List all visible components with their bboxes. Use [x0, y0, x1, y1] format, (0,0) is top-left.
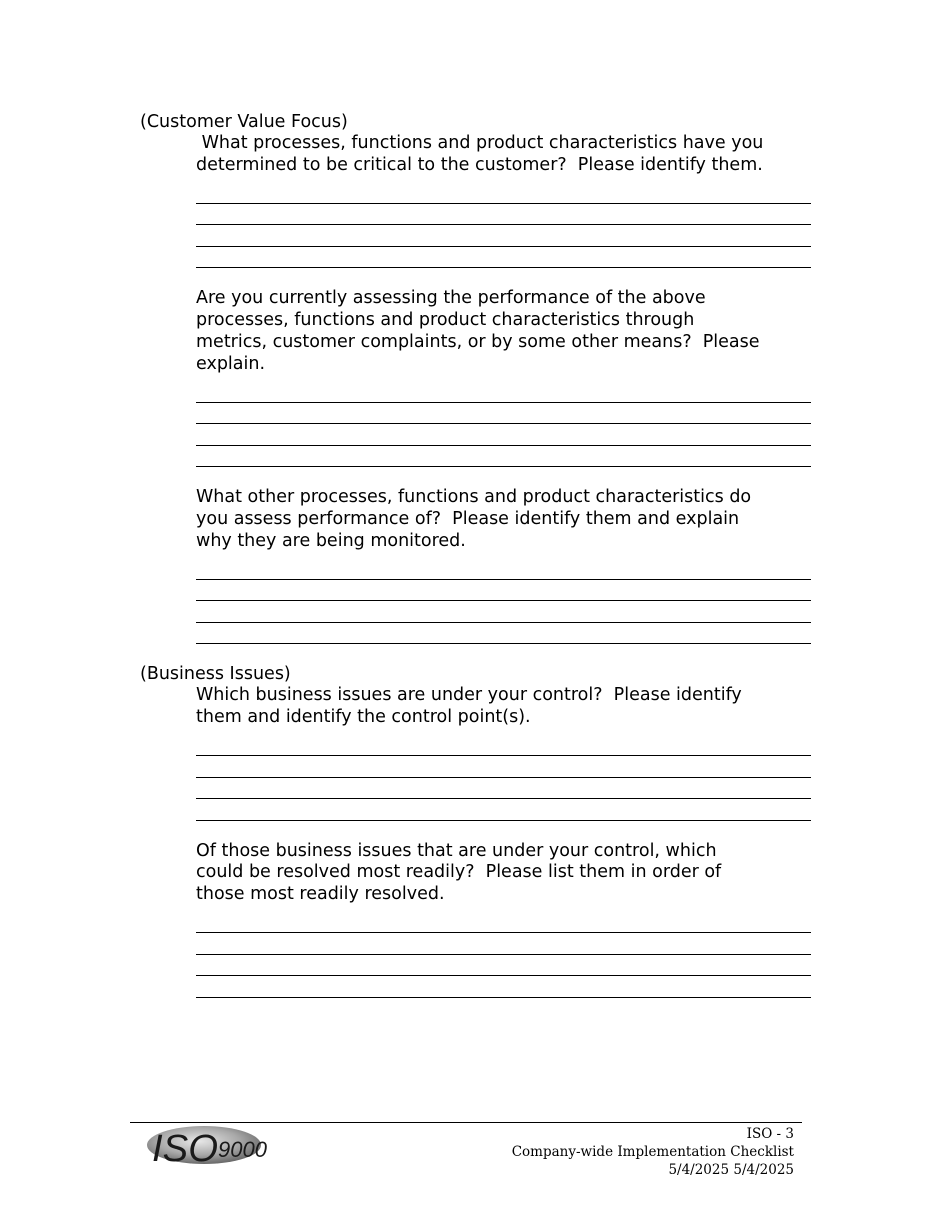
answer-line[interactable] [196, 381, 811, 403]
answer-lines [196, 558, 811, 644]
logo-9000-text: 9000 [218, 1137, 267, 1162]
question-block [140, 487, 820, 644]
answer-line[interactable] [196, 225, 811, 247]
question-text: Which business issues are under your control? Please identify them and identify the control point(s). [196, 685, 742, 728]
section-label: (Business Issues) [140, 664, 291, 685]
answer-lines [196, 912, 811, 998]
answer-lines [196, 735, 811, 821]
answer-line[interactable] [196, 580, 811, 602]
answer-line[interactable] [196, 403, 811, 425]
section-customer-value-focus [140, 112, 820, 644]
answer-line[interactable] [196, 424, 811, 446]
answer-line[interactable] [196, 623, 811, 645]
answer-line[interactable] [196, 912, 811, 934]
answer-line[interactable] [196, 756, 811, 778]
iso-9000-logo [146, 1123, 276, 1167]
answer-line[interactable] [196, 446, 811, 468]
question-block [140, 133, 820, 268]
section-business-issues [140, 664, 820, 998]
footer-info [512, 1125, 794, 1179]
question-text: What other processes, functions and product characteristics do you assess performance of? Please identify them and explain why they are being monitored. [196, 487, 752, 551]
answer-line[interactable] [196, 933, 811, 955]
page-id: ISO - 3 [746, 1126, 794, 1142]
answer-lines [196, 381, 811, 467]
question-text: What processes, functions and product characteristics have you determined to be critical to the customer? Please identify them. [196, 133, 764, 175]
question-block [140, 841, 820, 998]
answer-line[interactable] [196, 558, 811, 580]
question-block [140, 685, 820, 820]
question-block [140, 288, 820, 467]
answer-line[interactable] [196, 976, 811, 998]
answer-line[interactable] [196, 247, 811, 269]
section-label: (Customer Value Focus) [140, 112, 348, 132]
answer-line[interactable] [196, 955, 811, 977]
form-content [140, 112, 820, 1018]
answer-line[interactable] [196, 778, 811, 800]
answer-line[interactable] [196, 204, 811, 226]
answer-line[interactable] [196, 601, 811, 623]
doc-title: Company-wide Implementation Checklist [511, 1144, 794, 1160]
answer-lines [196, 182, 811, 268]
answer-line[interactable] [196, 735, 811, 757]
answer-line[interactable] [196, 799, 811, 821]
question-text: Of those business issues that are under your control, which could be resolved most readily? Please list them in order of those most readily resolved. [196, 840, 722, 905]
logo-iso-text: ISO [152, 1128, 218, 1167]
doc-dates: 5/4/2025 5/4/2025 [668, 1162, 794, 1178]
answer-line[interactable] [196, 182, 811, 204]
question-text: Are you currently assessing the performance of the above processes, functions and product characteristics through metrics, customer complaints, or by some other means? Please explain. [196, 288, 760, 374]
